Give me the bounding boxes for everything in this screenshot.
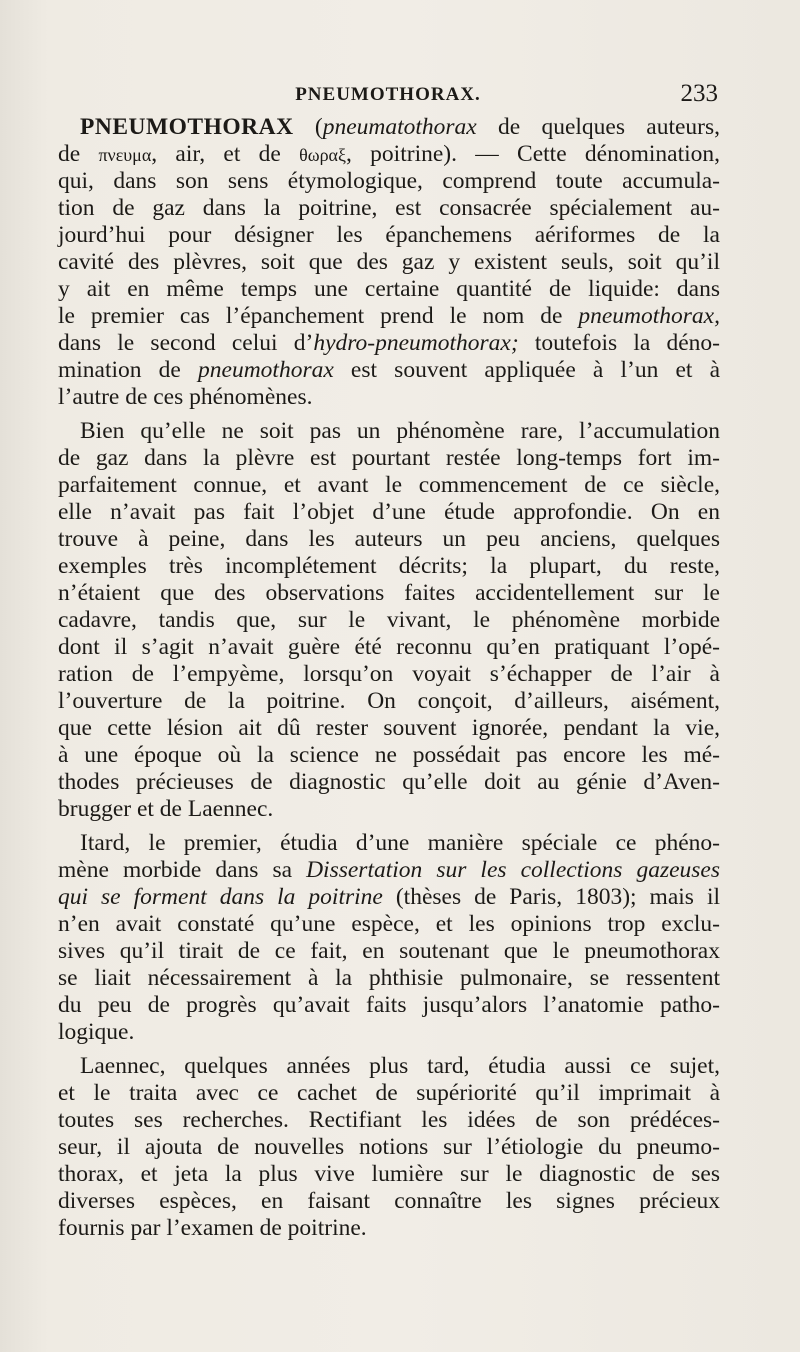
text-line [58, 1161, 720, 1188]
paragraph [58, 830, 720, 1046]
paragraph [58, 1053, 720, 1242]
headword: PNEUMOTHORAX [80, 114, 294, 140]
text-segment: n’en avait constaté qu’une espèce, et les opinions trop exclu- [58, 911, 720, 937]
text-segment: et le traita avec ce cachet de supériorité qu’il imprimait à [58, 1080, 720, 1106]
text-segment: trouve à peine, dans les auteurs un peu anciens, quelques [58, 526, 720, 552]
text-segment: , air, et de [151, 141, 300, 167]
italic-text: qui se forment dans la poitrine [58, 884, 383, 910]
text-segment: toutefois la déno- [518, 330, 720, 356]
text-line [58, 276, 720, 303]
page-number: 233 [680, 80, 718, 107]
italic-text: pneumothorax [198, 357, 334, 383]
text-segment: thodes précieuses de diagnostic qu’elle doit au génie d’Aven- [58, 769, 720, 795]
text-segment: toutes ses recherches. Rectifiant les idées de son prédéces- [58, 1107, 720, 1133]
text-line [58, 1080, 720, 1107]
text-segment: jourd’hui pour désigner les épanchemens aériformes de la [58, 222, 720, 248]
text-line [58, 1019, 720, 1046]
text-segment: mène morbide dans sa [58, 857, 307, 883]
text-line [58, 384, 720, 411]
text-segment: l’autre de ces phénomènes. [58, 384, 313, 410]
italic-text: pneumatothorax [322, 114, 477, 140]
text-segment: fournis par l’examen de poitrine. [58, 1215, 367, 1241]
text-line [58, 330, 720, 357]
paragraph-gap [58, 411, 720, 418]
text-line [58, 965, 720, 992]
text-segment: (thèses de Paris, 1803); mais il [382, 884, 721, 910]
text-segment: que cette lésion ait dû rester souvent ignorée, pendant la vie, [58, 715, 720, 741]
text-line [58, 168, 720, 195]
text-segment: qui, dans son sens étymologique, comprend toute accumula- [58, 168, 720, 194]
greek-word: θωραξ [299, 145, 347, 165]
paragraph [58, 418, 720, 823]
text-segment: mination de [58, 357, 199, 383]
text-line [58, 884, 720, 911]
italic-text: hydro-pneumothorax; [313, 330, 519, 356]
italic-text: Dissertation sur les collections gazeuses [306, 857, 720, 883]
text-line [58, 688, 720, 715]
text-line [58, 553, 720, 580]
text-line [58, 526, 720, 553]
text-segment: n’étaient que des observations faites accidentellement sur le [58, 580, 720, 606]
text-segment: diverses espèces, en faisant connaître les signes précieux [58, 1188, 720, 1214]
text-segment: elle n’avait pas fait l’objet d’une étude approfondie. On en [58, 499, 720, 525]
text-segment: Laennec, quelques années plus tard, étudia aussi ce sujet, [80, 1053, 720, 1079]
paragraph [58, 114, 720, 411]
text-line [58, 499, 720, 526]
running-head: PNEUMOTHORAX. [295, 84, 481, 105]
text-line [58, 357, 720, 384]
text-segment: l’ouverture de la poitrine. On conçoit, d’ailleurs, aisément, [58, 688, 720, 714]
text-segment: ( [293, 114, 323, 140]
text-line [58, 114, 720, 141]
text-segment: de [58, 141, 99, 167]
text-segment: le premier cas l’épanchement prend le nom de [58, 303, 579, 329]
text-segment: logique. [58, 1019, 135, 1045]
text-line [58, 303, 720, 330]
text-segment: dont il s’agit n’avait guère été reconnu qu’en pratiquant l’opé- [58, 634, 720, 660]
text-line [58, 661, 720, 688]
text-line [58, 445, 720, 472]
text-line [58, 1215, 720, 1242]
text-line [58, 418, 720, 445]
text-segment: à une époque où la science ne possédait pas encore les mé- [58, 742, 720, 768]
text-line [58, 1134, 720, 1161]
paragraph-gap [58, 823, 720, 830]
text-line [58, 796, 720, 823]
text-segment: de gaz dans la plèvre est pourtant restée long-temps fort im- [58, 445, 720, 471]
text-segment: Bien qu’elle ne soit pas un phénomène rare, l’accumulation [80, 418, 720, 444]
text-line [58, 742, 720, 769]
text-segment: Itard, le premier, étudia d’une manière spéciale ce phéno- [80, 830, 720, 856]
text-line [58, 580, 720, 607]
page-header [58, 78, 718, 112]
text-segment: est souvent appliquée à l’un et à [333, 357, 720, 383]
text-line [58, 607, 720, 634]
text-segment: parfaitement connue, et avant le commencement de ce siècle, [58, 472, 720, 498]
text-line [58, 938, 720, 965]
body-text [58, 114, 720, 1242]
text-line [58, 769, 720, 796]
text-line [58, 1188, 720, 1215]
text-segment: cavité des plèvres, soit que des gaz y existent seuls, soit qu’il [58, 249, 720, 275]
text-line [58, 472, 720, 499]
text-segment: de quelques auteurs, [476, 114, 721, 140]
text-line [58, 195, 720, 222]
text-line [58, 830, 720, 857]
text-segment: thorax, et jeta la plus vive lumière sur le diagnostic de ses [58, 1161, 720, 1187]
text-line [58, 1053, 720, 1080]
text-segment: brugger et de Laennec. [58, 796, 274, 822]
text-segment: tion de gaz dans la poitrine, est consacrée spécialement au- [58, 195, 720, 221]
text-segment: cadavre, tandis que, sur le vivant, le phénomène morbide [58, 607, 720, 633]
paragraph-gap [58, 1046, 720, 1053]
text-segment: ration de l’empyème, lorsqu’on voyait s’échapper de l’air à [58, 661, 720, 687]
text-segment: sives qu’il tirait de ce fait, en soutenant que le pneumothorax [58, 938, 720, 964]
text-line [58, 222, 720, 249]
text-line [58, 857, 720, 884]
text-line [58, 1107, 720, 1134]
italic-text: pneumothorax, [578, 303, 720, 329]
text-line [58, 911, 720, 938]
text-line [58, 634, 720, 661]
greek-word: πνευμα [98, 145, 152, 165]
text-line [58, 715, 720, 742]
text-segment: y ait en même temps une certaine quantité de liquide: dans [58, 276, 720, 302]
text-segment: exemples très incomplétement décrits; la plupart, du reste, [58, 553, 720, 579]
text-segment: du peu de progrès qu’avait faits jusqu’alors l’anatomie patho- [58, 992, 720, 1018]
text-segment: , poitrine). — Cette dénomination, [346, 141, 721, 167]
text-line [58, 141, 720, 168]
text-line [58, 992, 720, 1019]
text-line [58, 249, 720, 276]
text-segment: seur, il ajouta de nouvelles notions sur l’étiologie du pneumo- [58, 1134, 720, 1160]
text-segment: dans le second celui d’ [58, 330, 314, 356]
text-segment: se liait nécessairement à la phthisie pulmonaire, se ressentent [58, 965, 720, 991]
